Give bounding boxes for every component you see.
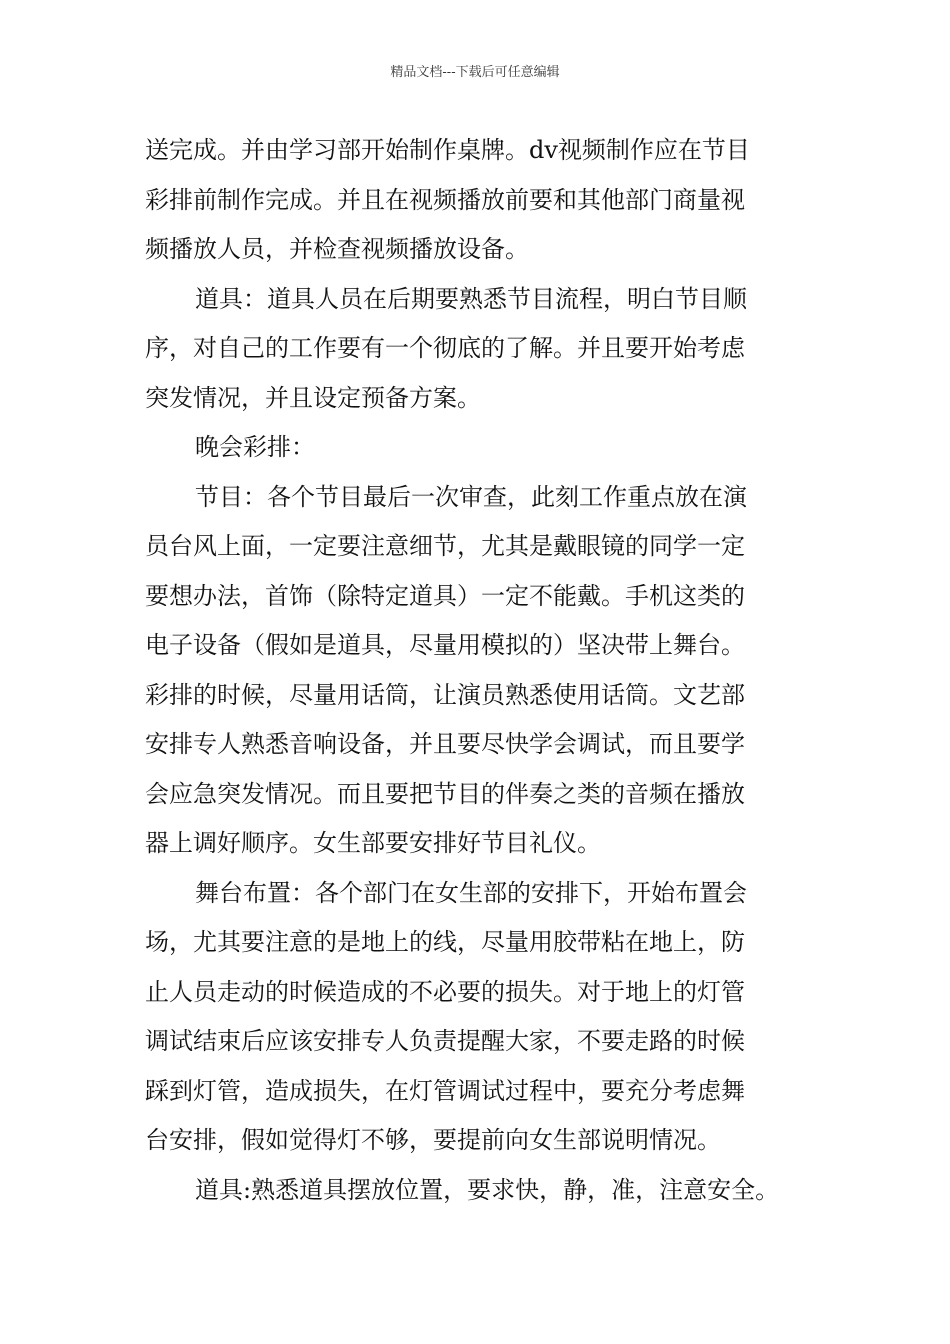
text-line: 要想办法，首饰（除特定道具）一定不能戴。手机这类的 (145, 581, 745, 610)
page-header: 精品文档---下载后可任意编辑 (390, 65, 560, 80)
text-line: 舞台布置：各个部门在女生部的安排下，开始布置会 (195, 878, 747, 907)
text-line: 器上调好顺序。女生部要安排好节目礼仪。 (145, 829, 601, 857)
text-line: 台安排，假如觉得灯不够，要提前向女生部说明情况。 (145, 1126, 721, 1154)
document-body (145, 126, 807, 1215)
text-line: 道具:熟悉道具摆放位置，要求快，静，准，注意安全。 (195, 1175, 780, 1204)
text-line: 序，对自己的工作要有一个彻底的了解。并且要开始考虑 (145, 334, 745, 362)
text-line: 电子设备（假如是道具，尽量用模拟的）坚决带上舞台。 (145, 631, 745, 659)
text-line: 员台风上面，一定要注意细节，尤其是戴眼镜的同学一定 (145, 532, 745, 560)
text-line: 送完成。并由学习部开始制作桌牌。dv视频制作应在节目 (145, 136, 750, 164)
text-line: 道具：道具人员在后期要熟悉节目流程，明白节目顺 (195, 284, 747, 313)
text-line: 彩排的时候，尽量用话筒，让演员熟悉使用话筒。文艺部 (145, 680, 745, 709)
text-line: 场，尤其要注意的是地上的线，尽量用胶带粘在地上，防 (145, 928, 745, 956)
text-line: 突发情况，并且设定预备方案。 (145, 383, 481, 412)
text-line: 彩排前制作完成。并且在视频播放前要和其他部门商量视 (145, 185, 745, 214)
section-heading: 晚会彩排： (195, 433, 315, 461)
text-line: 安排专人熟悉音响设备，并且要尽快学会调试，而且要学 (145, 730, 745, 758)
text-line: 踩到灯管，造成损失，在灯管调试过程中，要充分考虑舞 (145, 1076, 745, 1105)
text-line: 节目：各个节目最后一次审查，此刻工作重点放在演 (195, 482, 747, 511)
text-line: 会应急突发情况。而且要把节目的伴奏之类的音频在播放 (145, 779, 745, 808)
text-line: 频播放人员，并检查视频播放设备。 (145, 235, 529, 263)
text-line: 调试结束后应该安排专人负责提醒大家，不要走路的时候 (145, 1027, 745, 1055)
text-line: 止人员走动的时候造成的不必要的损失。对于地上的灯管 (145, 977, 745, 1006)
